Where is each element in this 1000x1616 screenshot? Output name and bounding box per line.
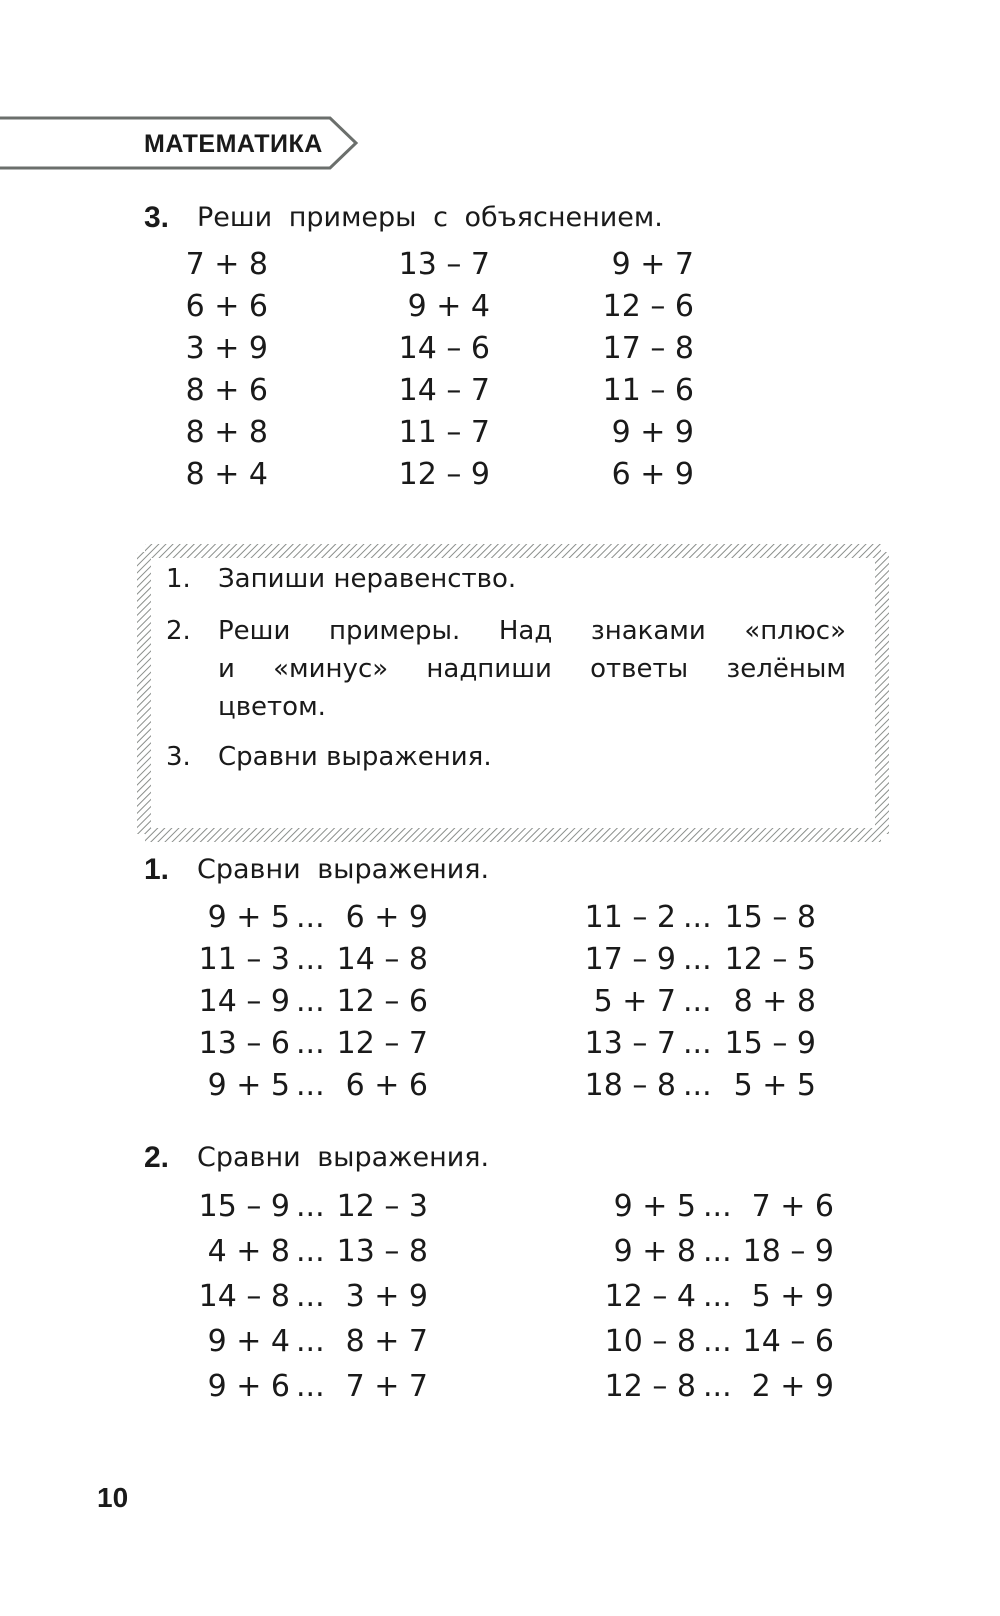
comparison-gap: ...: [703, 1279, 732, 1314]
right-expression: 8 + 8: [733, 984, 816, 1019]
example-expression: 3 + 9: [185, 331, 268, 366]
task-3-instruction: Реши примеры с объяснением.: [197, 202, 663, 233]
comparison-gap: ...: [683, 900, 712, 935]
right-expression: 7 + 6: [751, 1189, 834, 1224]
left-expression: 5 + 7: [593, 984, 676, 1019]
comparison-gap: ...: [296, 1279, 325, 1314]
right-expression: 12 – 6: [336, 984, 428, 1019]
example-expression: 9 + 7: [611, 247, 694, 282]
comparison-gap: ...: [703, 1324, 732, 1359]
example-expression: 7 + 8: [185, 247, 268, 282]
comparison-gap: ...: [296, 1324, 325, 1359]
right-expression: 14 – 6: [742, 1324, 834, 1359]
comparison-gap: ...: [683, 1026, 712, 1061]
comparison-gap: ...: [296, 1068, 325, 1103]
left-expression: 9 + 6: [207, 1369, 290, 1404]
tip-text: Запиши неравенство.: [218, 564, 517, 594]
tip-text: Сравни выражения.: [218, 742, 492, 772]
section-title: МАТЕМАТИКА: [144, 130, 323, 158]
comparison-gap: ...: [296, 1026, 325, 1061]
right-expression: 15 – 9: [724, 1026, 816, 1061]
comparison-gap: ...: [683, 1068, 712, 1103]
comparison-gap: ...: [703, 1189, 732, 1224]
left-expression: 4 + 8: [207, 1234, 290, 1269]
example-expression: 14 – 7: [398, 373, 490, 408]
task-1-instruction: Сравни выражения.: [197, 854, 490, 885]
right-expression: 8 + 7: [345, 1324, 428, 1359]
tip-item: [166, 612, 846, 726]
example-expression: 12 – 9: [398, 457, 490, 492]
left-expression: 9 + 4: [207, 1324, 290, 1359]
right-expression: 6 + 6: [345, 1068, 428, 1103]
example-expression: 12 – 6: [602, 289, 694, 324]
left-expression: 10 – 8: [604, 1324, 696, 1359]
left-expression: 15 – 9: [198, 1189, 290, 1224]
left-expression: 13 – 7: [584, 1026, 676, 1061]
comparison-gap: ...: [296, 1234, 325, 1269]
page-number: 10: [97, 1482, 129, 1513]
right-expression: 12 – 7: [336, 1026, 428, 1061]
right-expression: 6 + 9: [345, 900, 428, 935]
right-expression: 5 + 5: [733, 1068, 816, 1103]
tip-item: [166, 560, 846, 598]
comparison-gap: ...: [296, 942, 325, 977]
left-expression: 14 – 8: [198, 1279, 290, 1314]
left-expression: 12 – 4: [604, 1279, 696, 1314]
right-expression: 15 – 8: [724, 900, 816, 935]
example-expression: 17 – 8: [602, 331, 694, 366]
task-2-instruction: Сравни выражения.: [197, 1142, 490, 1173]
tip-text-line: и «минус» надпиши ответы зелёным: [218, 654, 846, 684]
left-expression: 9 + 8: [613, 1234, 696, 1269]
example-expression: 13 – 7: [398, 247, 490, 282]
example-expression: 11 – 7: [398, 415, 490, 450]
tip-number: 2.: [166, 616, 191, 646]
example-expression: 14 – 6: [398, 331, 490, 366]
comparison-gap: ...: [296, 1189, 325, 1224]
tip-number: 1.: [166, 564, 191, 594]
example-expression: 6 + 9: [611, 457, 694, 492]
example-expression: 11 – 6: [602, 373, 694, 408]
right-expression: 12 – 3: [336, 1189, 428, 1224]
example-expression: 8 + 4: [185, 457, 268, 492]
right-expression: 2 + 9: [751, 1369, 834, 1404]
comparison-gap: ...: [703, 1369, 732, 1404]
comparison-gap: ...: [703, 1234, 732, 1269]
tip-number: 3.: [166, 742, 191, 772]
right-expression: 7 + 7: [345, 1369, 428, 1404]
right-expression: 14 – 8: [336, 942, 428, 977]
left-expression: 18 – 8: [584, 1068, 676, 1103]
left-expression: 12 – 8: [604, 1369, 696, 1404]
tip-item: [166, 738, 846, 776]
right-expression: 3 + 9: [345, 1279, 428, 1314]
left-expression: 9 + 5: [207, 900, 290, 935]
tip-text-line: цветом.: [218, 692, 326, 722]
example-expression: 9 + 4: [407, 289, 490, 324]
right-expression: 5 + 9: [751, 1279, 834, 1314]
left-expression: 11 – 2: [584, 900, 676, 935]
left-expression: 9 + 5: [207, 1068, 290, 1103]
left-expression: 14 – 9: [198, 984, 290, 1019]
right-expression: 13 – 8: [336, 1234, 428, 1269]
comparison-gap: ...: [296, 984, 325, 1019]
example-expression: 9 + 9: [611, 415, 694, 450]
left-expression: 9 + 5: [613, 1189, 696, 1224]
comparison-gap: ...: [296, 1369, 325, 1404]
left-expression: 17 – 9: [584, 942, 676, 977]
left-expression: 13 – 6: [198, 1026, 290, 1061]
right-expression: 12 – 5: [724, 942, 816, 977]
example-expression: 6 + 6: [185, 289, 268, 324]
task-2-number: 2.: [144, 1141, 170, 1174]
left-expression: 11 – 3: [198, 942, 290, 977]
comparison-gap: ...: [683, 942, 712, 977]
example-expression: 8 + 6: [185, 373, 268, 408]
tip-text-line: Реши примеры. Над знаками «плюс»: [218, 616, 846, 646]
example-expression: 8 + 8: [185, 415, 268, 450]
comparison-gap: ...: [296, 900, 325, 935]
task-3-number: 3.: [144, 201, 170, 234]
task-1-number: 1.: [144, 853, 170, 886]
comparison-gap: ...: [683, 984, 712, 1019]
right-expression: 18 – 9: [742, 1234, 834, 1269]
